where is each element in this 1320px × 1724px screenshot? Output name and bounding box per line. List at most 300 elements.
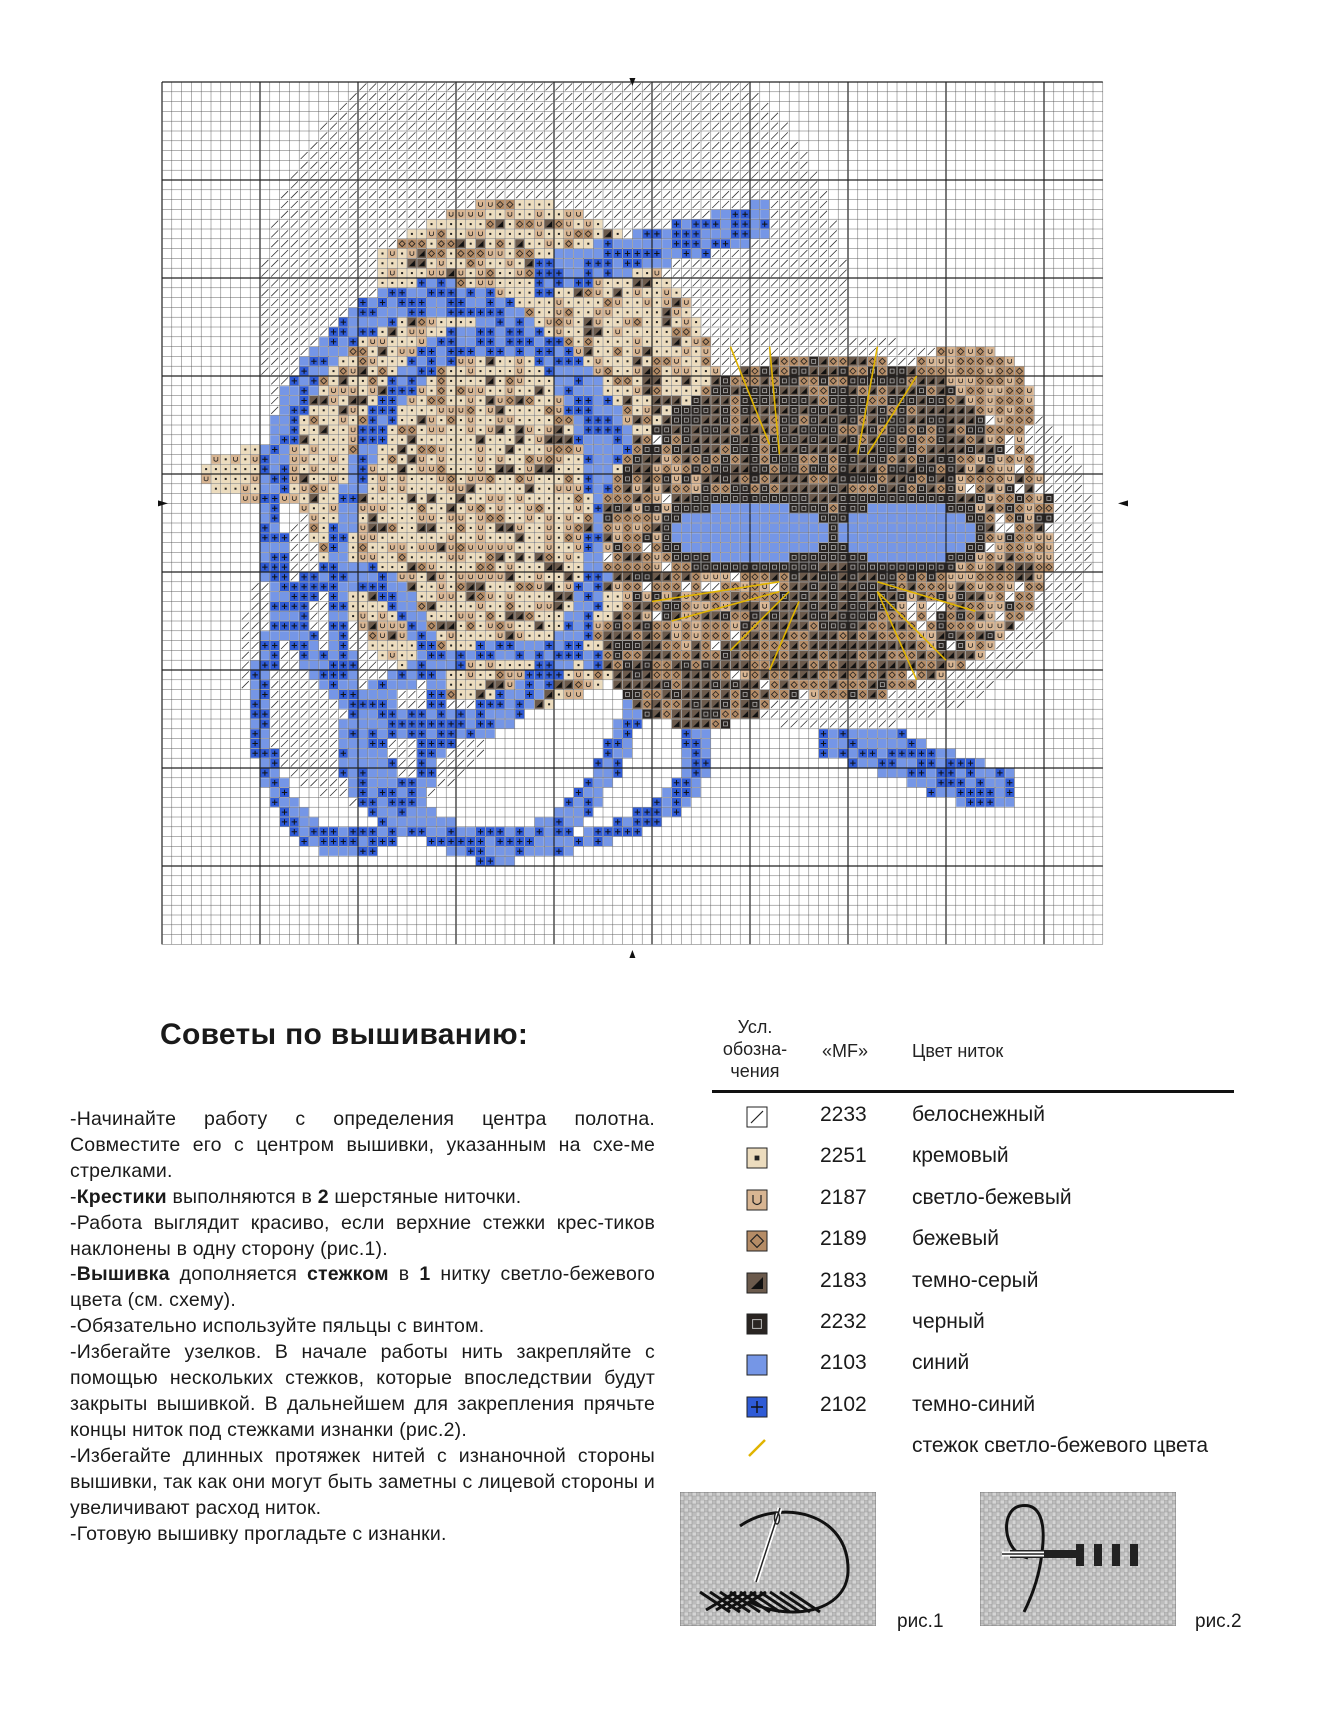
stitch-cell-white — [987, 681, 994, 688]
stitch-cell-beige — [613, 347, 622, 356]
stitch-cell-dark_grey — [407, 435, 416, 444]
stitch-cell-dark_grey — [633, 278, 642, 287]
stitch-cell-dark_blue — [584, 416, 593, 425]
stitch-cell-white — [497, 132, 504, 139]
stitch-cell-blue — [799, 523, 808, 532]
stitch-cell-light_beige — [917, 602, 926, 611]
stitch-cell-black — [946, 386, 955, 395]
stitch-cell-beige — [1015, 416, 1024, 425]
stitch-cell-white — [663, 172, 670, 179]
stitch-cell-dark_blue — [270, 798, 279, 807]
stitch-cell-white — [673, 191, 680, 198]
stitch-cell-cream — [437, 563, 446, 572]
stitch-cell-cream — [545, 631, 554, 640]
stitch-cell-blue — [417, 817, 426, 826]
stitch-cell-white — [840, 319, 847, 326]
stitch-cell-white — [820, 191, 827, 198]
stitch-cell-cream — [525, 386, 534, 395]
stitch-cell-cream — [535, 396, 544, 405]
stitch-cell-white — [614, 221, 621, 228]
stitch-cell-dark_blue — [594, 533, 603, 542]
stitch-cell-white — [252, 652, 259, 659]
stitch-cell-cream — [456, 690, 465, 699]
stitch-cell-cream — [496, 612, 505, 621]
stitch-cell-dark_blue — [417, 739, 426, 748]
stitch-cell-white — [781, 711, 788, 718]
stitch-cell-beige — [496, 621, 505, 630]
stitch-cell-light_beige — [1005, 582, 1014, 591]
stitch-cell-white — [359, 172, 366, 179]
stitch-cell-cream — [211, 474, 220, 483]
stitch-cell-white — [683, 583, 690, 590]
stitch-cell-dark_blue — [731, 229, 740, 238]
stitch-cell-light_beige — [1015, 455, 1024, 464]
stitch-cell-white — [497, 113, 504, 120]
stitch-cell-beige — [554, 318, 563, 327]
stitch-cell-white — [840, 289, 847, 296]
stitch-cell-white — [771, 299, 778, 306]
stitch-cell-cream — [241, 474, 250, 483]
stitch-cell-cream — [231, 465, 240, 474]
stitch-cell-beige — [672, 680, 681, 689]
stitch-cell-beige — [888, 651, 897, 660]
stitch-cell-blue — [584, 367, 593, 376]
stitch-cell-blue — [280, 396, 289, 405]
stitch-cell-cream — [368, 367, 377, 376]
stitch-cell-white — [585, 162, 592, 169]
stitch-cell-dark_grey — [829, 445, 838, 454]
stitch-cell-white — [506, 83, 513, 90]
stitch-cell-white — [761, 358, 768, 365]
stitch-cell-white — [585, 132, 592, 139]
stitch-cell-white — [742, 348, 749, 355]
stitch-cell-beige — [917, 357, 926, 366]
stitch-cell-light_beige — [662, 298, 671, 307]
stitch-cell-black — [839, 406, 848, 415]
stitch-cell-dark_grey — [731, 651, 740, 660]
stitch-cell-white — [301, 524, 308, 531]
stitch-cell-blue — [427, 817, 436, 826]
stitch-cell-black — [750, 455, 759, 464]
stitch-cell-white — [369, 671, 376, 678]
stitch-cell-white — [291, 681, 298, 688]
stitch-cell-white — [742, 113, 749, 120]
stitch-cell-white — [467, 83, 474, 90]
stitch-cell-blue — [260, 651, 269, 660]
stitch-cell-dark_grey — [907, 465, 916, 474]
stitch-cell-dark_blue — [545, 337, 554, 346]
stitch-cell-cream — [398, 523, 407, 532]
stitch-cell-blue — [329, 347, 338, 356]
stitch-cell-cream — [545, 396, 554, 405]
stitch-cell-dark_grey — [515, 553, 524, 562]
stitch-cell-white — [1036, 593, 1043, 600]
stitch-cell-white — [761, 319, 768, 326]
stitch-cell-dark_blue — [741, 210, 750, 219]
stitch-cell-dark_blue — [515, 710, 524, 719]
stitch-cell-cream — [496, 484, 505, 493]
stitch-cell-black — [897, 376, 906, 385]
stitch-cell-white — [947, 642, 954, 649]
stitch-cell-white — [683, 142, 690, 149]
stitch-cell-beige — [623, 523, 632, 532]
stitch-cell-dark_blue — [388, 798, 397, 807]
stitch-cell-black — [672, 445, 681, 454]
stitch-cell-cream — [447, 582, 456, 591]
stitch-cell-black — [643, 572, 652, 581]
stitch-cell-beige — [839, 425, 848, 434]
stitch-cell-white — [516, 152, 523, 159]
stitch-cell-white — [771, 289, 778, 296]
stitch-cell-white — [448, 132, 455, 139]
stitch-cell-dark_grey — [652, 523, 661, 532]
stitch-cell-dark_grey — [643, 641, 652, 650]
stitch-cell-dark_grey — [721, 690, 730, 699]
stitch-cell-light_beige — [241, 494, 250, 503]
stitch-cell-dark_blue — [554, 827, 563, 836]
stitch-cell-white — [653, 142, 660, 149]
stitch-cell-light_beige — [486, 543, 495, 552]
stitch-cell-cream — [466, 602, 475, 611]
stitch-cell-light_beige — [525, 465, 534, 474]
stitch-cell-white — [830, 260, 837, 267]
stitch-cell-cream — [378, 533, 387, 542]
stitch-cell-blue — [907, 533, 916, 542]
stitch-cell-dark_blue — [966, 788, 975, 797]
stitch-cell-blue — [603, 759, 612, 768]
stitch-cell-beige — [643, 435, 652, 444]
stitch-cell-blue — [515, 690, 524, 699]
stitch-cell-beige — [937, 465, 946, 474]
stitch-cell-black — [750, 700, 759, 709]
stitch-cell-cream — [505, 425, 514, 434]
stitch-cell-dark_grey — [574, 288, 583, 297]
stitch-cell-dark_blue — [603, 249, 612, 258]
stitch-cell-white — [604, 113, 611, 120]
stitch-cell-light_beige — [398, 631, 407, 640]
stitch-cell-white — [996, 642, 1003, 649]
stitch-cell-blue — [917, 553, 926, 562]
stitch-cell-white — [585, 191, 592, 198]
stitch-cell-white — [810, 250, 817, 257]
stitch-cell-beige — [790, 357, 799, 366]
stitch-cell-dark_grey — [819, 494, 828, 503]
stitch-cell-white — [310, 142, 317, 149]
stitch-cell-cream — [476, 680, 485, 689]
stitch-cell-cream — [525, 494, 534, 503]
stitch-cell-blue — [760, 504, 769, 513]
stitch-cell-dark_grey — [976, 435, 985, 444]
stitch-cell-white — [712, 289, 719, 296]
stitch-cell-light_beige — [456, 553, 465, 562]
stitch-cell-beige — [878, 367, 887, 376]
stitch-cell-dark_blue — [535, 278, 544, 287]
stitch-cell-light_beige — [554, 308, 563, 317]
stitch-cell-blue — [554, 641, 563, 650]
stitch-cell-dark_blue — [613, 759, 622, 768]
stitch-cell-dark_grey — [848, 661, 857, 670]
stitch-cell-dark_blue — [976, 788, 985, 797]
stitch-cell-dark_grey — [594, 327, 603, 336]
stitch-cell-black — [662, 514, 671, 523]
stitch-cell-light_beige — [809, 690, 818, 699]
stitch-cell-cream — [319, 494, 328, 503]
stitch-cell-blue — [417, 612, 426, 621]
stitch-cell-blue — [554, 386, 563, 395]
stitch-cell-white — [379, 162, 386, 169]
stitch-cell-white — [1036, 603, 1043, 610]
stitch-cell-blue — [339, 592, 348, 601]
stitch-cell-blue — [388, 680, 397, 689]
stitch-cell-dark_grey — [878, 661, 887, 670]
stitch-cell-dark_blue — [349, 337, 358, 346]
stitch-cell-dark_grey — [672, 661, 681, 670]
stitch-cell-white — [791, 142, 798, 149]
stitch-cell-white — [477, 181, 484, 188]
stitch-cell-cream — [574, 220, 583, 229]
stitch-cell-light_beige — [300, 484, 309, 493]
stitch-cell-dark_blue — [329, 572, 338, 581]
stitch-cell-cream — [643, 396, 652, 405]
stitch-cell-white — [310, 230, 317, 237]
stitch-cell-cream — [486, 229, 495, 238]
stitch-cell-white — [673, 279, 680, 286]
stitch-cell-blue — [270, 612, 279, 621]
stitch-cell-black — [731, 563, 740, 572]
stitch-cell-beige — [672, 484, 681, 493]
stitch-cell-dark_grey — [750, 631, 759, 640]
stitch-cell-blue — [741, 514, 750, 523]
stitch-cell-cream — [643, 357, 652, 366]
stitch-cell-black — [721, 474, 730, 483]
stitch-cell-cream — [545, 200, 554, 209]
stitch-cell-white — [604, 83, 611, 90]
stitch-cell-cream — [407, 523, 416, 532]
stitch-cell-dark_blue — [917, 749, 926, 758]
stitch-cell-white — [526, 123, 533, 130]
stitch-cell-black — [927, 572, 936, 581]
stitch-cell-dark_blue — [564, 386, 573, 395]
stitch-cell-white — [330, 201, 337, 208]
stitch-cell-white — [781, 162, 788, 169]
stitch-cell-white — [477, 93, 484, 100]
stitch-cell-light_beige — [358, 504, 367, 513]
stitch-cell-cream — [447, 494, 456, 503]
stitch-cell-white — [261, 270, 268, 277]
stitch-cell-beige — [966, 621, 975, 630]
stitch-cell-white — [673, 93, 680, 100]
stitch-cell-black — [643, 621, 652, 630]
stitch-cell-blue — [349, 563, 358, 572]
stitch-cell-cream — [319, 416, 328, 425]
stitch-cell-white — [712, 328, 719, 335]
stitch-cell-blue — [545, 817, 554, 826]
stitch-cell-cream — [447, 680, 456, 689]
stitch-cell-cream — [554, 572, 563, 581]
stitch-cell-light_beige — [388, 621, 397, 630]
stitch-cell-white — [732, 181, 739, 188]
stitch-cell-white — [350, 152, 357, 159]
stitch-cell-white — [683, 162, 690, 169]
stitch-cell-cream — [437, 523, 446, 532]
stitch-cell-dark_blue — [251, 749, 260, 758]
stitch-cell-white — [732, 113, 739, 120]
stitch-cell-blue — [701, 229, 710, 238]
stitch-cell-blue — [946, 749, 955, 758]
stitch-cell-dark_blue — [741, 229, 750, 238]
stitch-cell-beige — [995, 396, 1004, 405]
stitch-cell-beige — [554, 445, 563, 454]
stitch-cell-white — [320, 779, 327, 786]
stitch-cell-dark_grey — [809, 572, 818, 581]
stitch-cell-light_beige — [1035, 494, 1044, 503]
stitch-cell-light_beige — [515, 523, 524, 532]
stitch-cell-blue — [594, 376, 603, 385]
stitch-cell-white — [869, 338, 876, 345]
stitch-cell-white — [742, 309, 749, 316]
stitch-cell-white — [644, 142, 651, 149]
stitch-cell-blue — [368, 759, 377, 768]
stitch-cell-blue — [868, 514, 877, 523]
stitch-cell-cream — [652, 327, 661, 336]
stitch-cell-blue — [594, 768, 603, 777]
stitch-cell-light_beige — [505, 670, 514, 679]
stitch-cell-white — [771, 191, 778, 198]
stitch-cell-white — [1026, 436, 1033, 443]
stitch-cell-beige — [711, 621, 720, 630]
stitch-cell-dark_grey — [809, 651, 818, 660]
stitch-cell-cream — [662, 386, 671, 395]
stitch-cell-cream — [496, 229, 505, 238]
stitch-cell-white — [614, 172, 621, 179]
stitch-cell-white — [810, 201, 817, 208]
stitch-cell-dark_blue — [368, 308, 377, 317]
stitch-cell-light_beige — [613, 298, 622, 307]
stitch-cell-light_beige — [486, 621, 495, 630]
stitch-cell-white — [389, 162, 396, 169]
stitch-cell-blue — [721, 229, 730, 238]
stitch-cell-white — [281, 740, 288, 747]
stitch-cell-beige — [388, 455, 397, 464]
stitch-cell-white — [859, 338, 866, 345]
stitch-cell-blue — [584, 788, 593, 797]
stitch-cell-dark_grey — [505, 612, 514, 621]
stitch-cell-dark_blue — [486, 719, 495, 728]
stitch-cell-cream — [643, 318, 652, 327]
stitch-cell-dark_grey — [848, 651, 857, 660]
stitch-cell-white — [252, 613, 259, 620]
stitch-cell-dark_grey — [741, 661, 750, 670]
stitch-cell-white — [604, 554, 611, 561]
stitch-cell-light_beige — [368, 504, 377, 513]
stitch-cell-cream — [466, 220, 475, 229]
stitch-cell-blue — [888, 543, 897, 552]
stitch-cell-white — [369, 181, 376, 188]
stitch-cell-beige — [848, 680, 857, 689]
stitch-cell-cream — [623, 386, 632, 395]
stitch-cell-beige — [358, 347, 367, 356]
stitch-cell-dark_grey — [829, 563, 838, 572]
stitch-cell-dark_blue — [260, 523, 269, 532]
stitch-cell-white — [320, 760, 327, 767]
stitch-cell-white — [281, 211, 288, 218]
stitch-cell-blue — [466, 298, 475, 307]
stitch-cell-white — [536, 93, 543, 100]
stitch-cell-dark_grey — [417, 416, 426, 425]
stitch-cell-white — [350, 230, 357, 237]
stitch-cell-dark_grey — [427, 572, 436, 581]
stitch-cell-black — [711, 494, 720, 503]
stitch-cell-light_beige — [496, 543, 505, 552]
stitch-cell-black — [888, 563, 897, 572]
stitch-cell-white — [1036, 446, 1043, 453]
stitch-cell-white — [859, 701, 866, 708]
stitch-cell-dark_grey — [780, 474, 789, 483]
stitch-cell-blue — [378, 308, 387, 317]
stitch-cell-cream — [437, 631, 446, 640]
stitch-cell-blue — [613, 416, 622, 425]
stitch-cell-white — [624, 113, 631, 120]
stitch-cell-beige — [378, 367, 387, 376]
stitch-cell-dark_grey — [584, 523, 593, 532]
stitch-cell-cream — [417, 553, 426, 562]
stitch-cell-white — [947, 681, 954, 688]
stitch-cell-white — [320, 613, 327, 620]
stitch-cell-beige — [692, 661, 701, 670]
stitch-cell-blue — [672, 523, 681, 532]
stitch-cell-white — [399, 162, 406, 169]
stitch-cell-dark_blue — [407, 308, 416, 317]
stitch-cell-beige — [564, 533, 573, 542]
stitch-cell-dark_blue — [545, 641, 554, 650]
stitch-cell-dark_grey — [721, 425, 730, 434]
stitch-cell-black — [888, 465, 897, 474]
stitch-cell-white — [359, 681, 366, 688]
stitch-cell-white — [340, 123, 347, 130]
stitch-cell-dark_grey — [976, 465, 985, 474]
stitch-cell-dark_blue — [407, 788, 416, 797]
stitch-cell-beige — [623, 376, 632, 385]
stitch-cell-white — [1036, 466, 1043, 473]
stitch-cell-white — [497, 83, 504, 90]
stitch-cell-dark_grey — [946, 425, 955, 434]
stitch-cell-blue — [378, 729, 387, 738]
stitch-cell-light_beige — [966, 641, 975, 650]
stitch-cell-dark_blue — [437, 651, 446, 660]
stitch-cell-dark_blue — [398, 298, 407, 307]
stitch-cell-dark_blue — [476, 308, 485, 317]
stitch-cell-dark_grey — [476, 690, 485, 699]
stitch-cell-dark_blue — [603, 827, 612, 836]
stitch-cell-dark_grey — [633, 435, 642, 444]
stitch-cell-cream — [633, 396, 642, 405]
stitch-cell-black — [662, 435, 671, 444]
stitch-cell-dark_grey — [456, 239, 465, 248]
stitch-cell-cream — [545, 416, 554, 425]
stitch-cell-light_beige — [515, 357, 524, 366]
stitch-cell-white — [301, 221, 308, 228]
stitch-cell-dark_blue — [368, 837, 377, 846]
stitch-cell-white — [595, 181, 602, 188]
stitch-cell-cream — [613, 386, 622, 395]
stitch-cell-beige — [956, 357, 965, 366]
stitch-cell-blue — [545, 357, 554, 366]
stitch-cell-beige — [623, 455, 632, 464]
stitch-cell-white — [242, 652, 249, 659]
stitch-cell-cream — [515, 200, 524, 209]
stitch-cell-beige — [907, 406, 916, 415]
stitch-cell-dark_blue — [280, 465, 289, 474]
